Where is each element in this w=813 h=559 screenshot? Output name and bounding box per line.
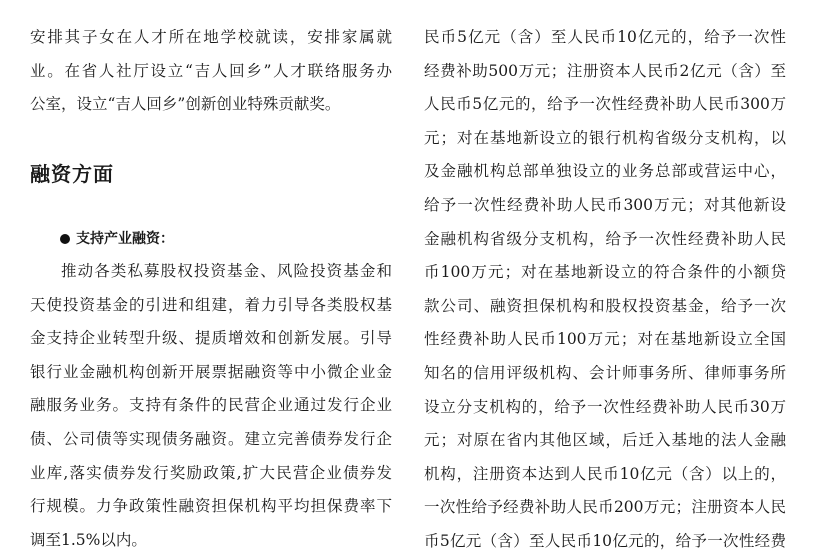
text-line: 元；对原在省内其他区域，后迁入基地的法人金融 bbox=[424, 431, 786, 450]
text-line: 行规模。力争政策性融资担保机构平均担保费率下 bbox=[30, 497, 392, 516]
text-line: 性经费补助人民币100万元；对在基地新设立全国 bbox=[424, 330, 786, 349]
text-line: 民币5亿元（含）至人民币10亿元的，给予一次性 bbox=[424, 28, 786, 46]
section-heading: 融资方面 bbox=[30, 162, 114, 186]
text-line: 调至1.5%以内。 bbox=[30, 530, 147, 549]
text-line: 业库,落实债券发行奖励政策,扩大民营企业债券发 bbox=[30, 463, 392, 482]
text-line: 一次性给予经费补助人民币200万元；注册资本人民 bbox=[424, 498, 786, 517]
text-line: 银行业金融机构创新开展票据融资等中小微企业金 bbox=[30, 362, 392, 381]
bullet-dot-icon bbox=[60, 234, 70, 244]
text-line: 安排其子女在人才所在地学校就读，安排家属就 bbox=[30, 28, 392, 46]
text-line: 给予一次性经费补助人民币300万元；对其他新设 bbox=[424, 195, 786, 214]
bullet-title bbox=[60, 228, 174, 248]
text-line: 业。在省人社厅设立“吉人回乡”人才联络服务办 bbox=[30, 61, 392, 80]
text-line: 机构，注册资本达到人民币10亿元（含）以上的， bbox=[424, 464, 786, 483]
text-line: 币5亿元（含）至人民币10亿元的，给予一次性经费 bbox=[424, 531, 786, 550]
text-line: 债、公司债等实现债务融资。建立完善债券发行企 bbox=[30, 429, 392, 448]
text-line: 知名的信用评级机构、会计师事务所、律师事务所 bbox=[424, 363, 786, 382]
text-line: 币100万元；对在基地新设立的符合条件的小额贷 bbox=[424, 263, 786, 282]
bullet-title-text: 支持产业融资： bbox=[76, 231, 174, 247]
financing-paragraph bbox=[30, 255, 392, 557]
text-line: 天使投资基金的引进和组建，着力引导各类股权基 bbox=[30, 295, 392, 314]
text-line: 及金融机构总部单独设立的业务总部或营运中心， bbox=[424, 162, 786, 181]
text-line: 公室，设立“吉人回乡”创新创业特殊贡献奖。 bbox=[30, 95, 341, 114]
text-line: 融服务业务。支持有条件的民营企业通过发行企业 bbox=[30, 396, 392, 415]
text-line: 人民币5亿元的，给予一次性经费补助人民币300万 bbox=[424, 95, 786, 114]
text-line: 推动各类私募股权投资基金、风险投资基金和 bbox=[61, 262, 392, 280]
text-line: 元；对在基地新设立的银行机构省级分支机构，以 bbox=[424, 128, 786, 147]
subsidy-paragraph bbox=[424, 21, 786, 559]
text-line: 金融机构省级分支机构，给予一次性经费补助人民 bbox=[424, 229, 786, 248]
text-line: 设立分支机构的，给予一次性经费补助人民币30万 bbox=[424, 397, 786, 416]
text-line: 经费补助500万元；注册资本人民币2亿元（含）至 bbox=[424, 61, 786, 80]
text-line: 金支持企业转型升级、提质增效和创新发展。引导 bbox=[30, 329, 392, 348]
left-intro-paragraph bbox=[30, 21, 392, 122]
text-line: 款公司、融资担保机构和股权投资基金，给予一次 bbox=[424, 296, 786, 315]
